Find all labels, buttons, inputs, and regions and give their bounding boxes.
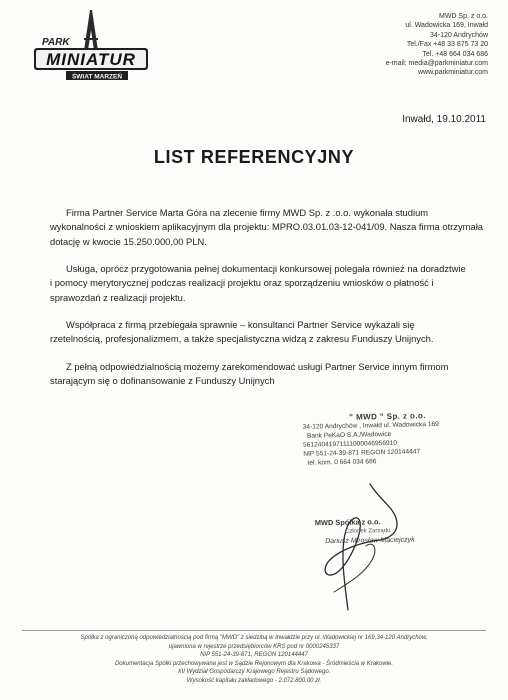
stamp-account: 56124041971111000046956910	[303, 439, 398, 449]
logo-main-text: MINIATUR	[46, 50, 136, 69]
stamp-bank: Bank PeKaO S.A./Wadowice	[306, 430, 392, 440]
footer-line-1: Spółka z ograniczoną odpowiedzialnością pod firmą "MWD" z siedzibą w Inwałdzie przy ul. Wadowickiej nr 169,34-120 Andrychów,	[80, 635, 428, 641]
paragraph-4-line-2: starającym się o dofinansowanie z Funduszy Unijnych	[50, 375, 275, 387]
company-stamp	[302, 410, 473, 468]
company-name: MWD Sp. z o.o.	[438, 13, 488, 20]
footer-line-5: XII Wydział Gospodarczy Krajowego Rejestru Sądowego.	[177, 669, 331, 675]
company-email: e-mail: media@parkminiatur.com	[385, 60, 488, 68]
footer-divider	[22, 630, 486, 631]
paragraph-2	[50, 262, 492, 305]
paragraph-3-line-1: Współpraca z firmą przebiegała sprawnie – konsultanci Partner Service wykazali się	[66, 319, 415, 330]
stamp-nip-regon: NIP 551-24-39-871 REGON 120144447	[303, 448, 421, 458]
stamp-company-name: " MWD " Sp. z o.o.	[349, 411, 426, 422]
stamp-phone: tel. kom. 0 664 034 686	[307, 458, 377, 467]
paragraph-4-line-1: Z pełną odpowiedzialnością możemy zarekomendować usługi Partner Service innym firmom	[66, 361, 449, 372]
letter-date: Inwałd, 19.10.2011	[402, 114, 486, 125]
company-fax: Tel./Fax +48 33 875 73 20	[406, 41, 488, 49]
paragraph-2-line-3: sprawozdań z realizacji projektu.	[50, 291, 186, 303]
logo-top-text: PARK	[42, 37, 70, 48]
footer-line-6: Wysokość kapitału zakładowego - 2.072.800,00 zł.	[186, 677, 322, 684]
footer	[22, 634, 486, 685]
company-website: www.parkminiatur.com	[417, 69, 488, 77]
paragraph-4	[50, 360, 492, 389]
signatory-role: Członek Zarządu	[344, 527, 391, 535]
company-header	[268, 12, 488, 78]
letter-title: LIST REFERENCYJNY	[153, 147, 355, 167]
company-phone: Tel. +48 664 034 686	[422, 50, 488, 58]
paragraph-2-line-2: i pomocy merytorycznej podczas realizacji projektu oraz sporządzeniu wniosków o płatność i	[50, 277, 434, 289]
paragraph-1-line-2: wykonalności z wnioskiem aplikacyjnym dla projektu: MPRO.03.01.03-12-041/09. Nasza firma otrzymała	[50, 221, 483, 233]
footer-line-2: ujawniona w rejestrze przedsiębiorców KRS pod nr 0000245337	[168, 643, 340, 650]
company-city: 34-120 Andrychów	[430, 31, 488, 39]
signatory-stamp	[315, 516, 465, 547]
stamp-address: 34-120 Andrychów , Inwałd ul. Wadowicka 169	[302, 420, 439, 431]
paragraph-1-line-1: Firma Partner Service Marta Góra na zlecenie firmy MWD Sp. z .o.o. wykonała studium	[66, 207, 429, 218]
paragraph-2-line-1: Usługa, oprócz przygotowania pełnej dokumentacji konkursowej polegała również na doradztwie	[66, 263, 466, 274]
paragraph-3-line-2: rzetelnością, profesjonalizmem, a także specjalistyczna widzą z zakresu Funduszy Unijnych.	[50, 333, 434, 345]
signatory-company: MWD Spółka z o.o.	[314, 517, 381, 528]
paragraph-3	[50, 318, 492, 347]
paragraph-1-line-3: dotację w kwocie 15.250.000,00 PLN.	[50, 235, 207, 247]
paragraph-1	[50, 206, 492, 249]
footer-line-4: Dokumentacja Spółki przechowywana jest w Sądzie Rejonowym dla Krakowa - Śródmieścia w Krakowie.	[114, 660, 394, 667]
footer-line-3: NIP 551-24-39-871, REGON 120144447	[200, 652, 308, 658]
signatory-name: Dariusz Mirosław Maciejczyk	[325, 536, 415, 546]
park-miniatur-logo	[20, 8, 160, 90]
company-street: ul. Wadowicka 169, Inwałd	[405, 22, 488, 30]
logo-sub-text: ŚWIAT MARZEŃ	[71, 73, 123, 81]
